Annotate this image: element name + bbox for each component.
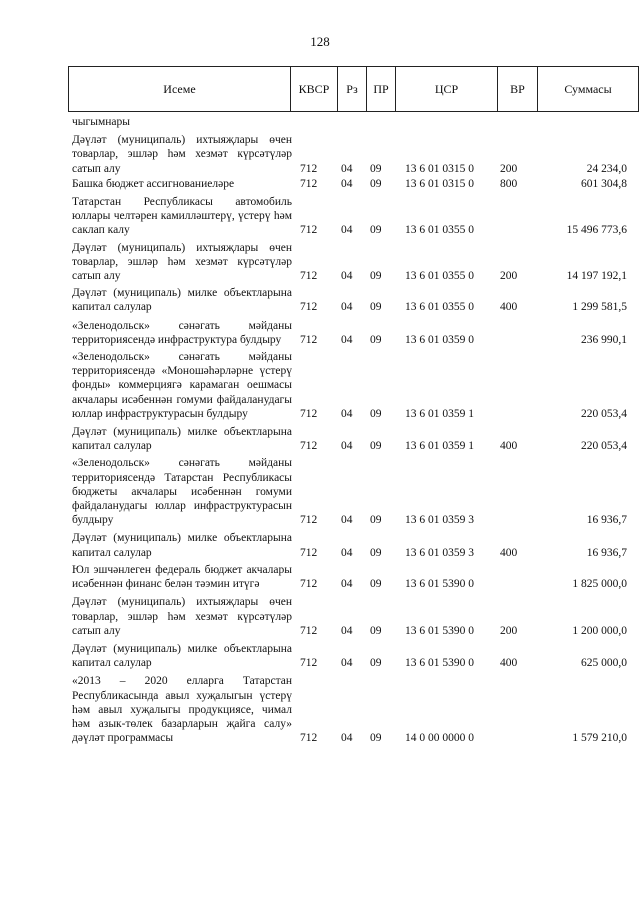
row-sum: 220 053,4 — [581, 440, 627, 453]
page-number: 128 — [310, 34, 330, 49]
row-name: Дәүләт (муниципаль) милке объектларына капитал салулар — [72, 426, 292, 453]
row-csr: 13 6 01 0355 0 — [405, 224, 474, 237]
row-name: «Зеленодольск» сәнәгать мәйданы территориясендә инфраструктура булдыру — [72, 319, 292, 346]
row-name: Дәүләт (муниципаль) милке объектларына капитал салулар — [72, 287, 292, 314]
row-name: Татарстан Республикасы автомобиль юллары челтәрен камилләштерү, үстерү һәм саклап калу — [72, 196, 292, 237]
row-kvsr: 712 — [300, 301, 318, 314]
row-rz: 04 — [341, 333, 353, 346]
row-pr: 09 — [370, 162, 382, 175]
row-name: «2013 – 2020 елларга Татарстан Республикасында авыл хуҗалыгын үстерү һәм авыл хуҗалыгы продукциясе, чимал һәм азык-төлек базарларын җайга салу» дәүләт программасы — [72, 675, 292, 745]
table-row — [68, 642, 638, 670]
row-kvsr: 712 — [300, 224, 318, 237]
header-sum: Суммасы — [538, 67, 639, 112]
row-csr: 13 6 01 0359 1 — [405, 407, 474, 420]
header-kvsr: КВСР — [291, 67, 338, 112]
row-kvsr: 712 — [300, 270, 318, 283]
row-csr: 13 6 01 0315 0 — [405, 162, 474, 175]
row-vr: 400 — [500, 546, 518, 559]
row-name: «Зеленодольск» сәнәгать мәйданы территориясендә Татарстан Республикасы бюджеты акчалары исәбеннән гомуми файдаланудагы юллар инфраструктурасын булдыру — [72, 457, 292, 527]
row-name: Дәүләт (муниципаль) ихтыяҗлары өчен товарлар, эшләр һәм хезмәт күрсәтүләр сатып алу — [72, 134, 292, 175]
row-rz: 04 — [341, 162, 353, 175]
row-sum: 16 936,7 — [586, 514, 627, 527]
row-kvsr: 712 — [300, 657, 318, 670]
row-csr: 13 6 01 0359 3 — [405, 514, 474, 527]
table-row — [68, 674, 638, 745]
row-rz: 04 — [341, 301, 353, 314]
row-pr: 09 — [370, 270, 382, 283]
row-rz: 04 — [341, 624, 353, 637]
row-vr: 400 — [500, 440, 518, 453]
row-kvsr: 712 — [300, 440, 318, 453]
table-row — [68, 595, 638, 638]
table-body — [68, 112, 638, 745]
table-header — [68, 66, 639, 112]
row-rz: 04 — [341, 407, 353, 420]
row-rz: 04 — [341, 440, 353, 453]
row-pr: 09 — [370, 301, 382, 314]
row-vr: 200 — [500, 270, 518, 283]
row-sum: 601 304,8 — [581, 177, 627, 190]
row-vr: 200 — [500, 624, 518, 637]
row-pr: 09 — [370, 407, 382, 420]
row-sum: 1 200 000,0 — [572, 624, 627, 637]
row-pr: 09 — [370, 224, 382, 237]
header-rz: Рз — [338, 67, 367, 112]
row-sum: 236 990,1 — [581, 333, 627, 346]
row-kvsr: 712 — [300, 162, 318, 175]
row-csr: 13 6 01 0355 0 — [405, 301, 474, 314]
row-kvsr: 712 — [300, 578, 318, 591]
table-row — [68, 425, 638, 453]
row-csr: 13 6 01 0315 0 — [405, 177, 474, 190]
row-sum: 24 234,0 — [586, 162, 627, 175]
row-kvsr: 712 — [300, 732, 318, 745]
row-sum: 1 579 210,0 — [572, 732, 627, 745]
row-rz: 04 — [341, 546, 353, 559]
row-pr: 09 — [370, 624, 382, 637]
row-rz: 04 — [341, 177, 353, 190]
row-sum: 15 496 773,6 — [566, 224, 627, 237]
table-row — [68, 286, 638, 314]
table-row — [68, 177, 638, 191]
table-row — [68, 319, 638, 347]
table-row — [68, 531, 638, 559]
header-csr: ЦСР — [396, 67, 498, 112]
row-pr: 09 — [370, 657, 382, 670]
header-pr: ПР — [367, 67, 396, 112]
row-csr: 13 6 01 5390 0 — [405, 657, 474, 670]
table-row — [68, 115, 638, 129]
row-pr: 09 — [370, 333, 382, 346]
row-vr: 400 — [500, 657, 518, 670]
row-rz: 04 — [341, 514, 353, 527]
row-pr: 09 — [370, 514, 382, 527]
row-csr: 13 6 01 5390 0 — [405, 578, 474, 591]
row-pr: 09 — [370, 177, 382, 190]
row-name: чыгымнары — [72, 116, 130, 128]
row-csr: 13 6 01 0359 0 — [405, 333, 474, 346]
row-rz: 04 — [341, 270, 353, 283]
row-sum: 625 000,0 — [581, 657, 627, 670]
row-name: Дәүләт (муниципаль) ихтыяҗлары өчен товарлар, эшләр һәм хезмәт күрсәтүләр сатып алу — [72, 596, 292, 637]
row-name: Дәүләт (муниципаль) милке объектларына капитал салулар — [72, 532, 292, 559]
row-vr: 400 — [500, 301, 518, 314]
row-csr: 13 6 01 0359 1 — [405, 440, 474, 453]
row-rz: 04 — [341, 732, 353, 745]
row-kvsr: 712 — [300, 624, 318, 637]
row-csr: 14 0 00 0000 0 — [405, 732, 474, 745]
row-rz: 04 — [341, 657, 353, 670]
row-pr: 09 — [370, 732, 382, 745]
row-vr: 200 — [500, 162, 518, 175]
header-name: Исеме — [69, 67, 291, 112]
row-name: Дәүләт (муниципаль) милке объектларына капитал салулар — [72, 642, 292, 670]
row-rz: 04 — [341, 578, 353, 591]
row-csr: 13 6 01 5390 0 — [405, 624, 474, 637]
row-name: Башка бюджет ассигнованиеләре — [72, 177, 235, 190]
table-row — [68, 350, 638, 421]
row-kvsr: 712 — [300, 546, 318, 559]
row-name: «Зеленодольск» сәнәгать мәйданы территориясендә «Моношәһәрләрне үстерү фонды» коммерциягә карамаган оешмасы акчалары исәбеннән гомуми файдаланудагы юллар инфраструктурасын булдыру — [72, 351, 292, 420]
row-kvsr: 712 — [300, 333, 318, 346]
table-row — [68, 241, 638, 284]
table-row — [68, 563, 638, 591]
table-row — [68, 456, 638, 527]
row-sum: 1 825 000,0 — [572, 578, 627, 591]
row-pr: 09 — [370, 546, 382, 559]
table-row — [68, 195, 638, 238]
row-sum: 1 299 581,5 — [572, 301, 627, 314]
row-name: Юл эшчәнлеген федераль бюджет акчалары исәбеннән финанс белән тәэмин итүгә — [72, 563, 292, 591]
row-pr: 09 — [370, 578, 382, 591]
row-sum: 14 197 192,1 — [566, 270, 627, 283]
row-sum: 16 936,7 — [586, 546, 627, 559]
row-csr: 13 6 01 0355 0 — [405, 270, 474, 283]
row-name: Дәүләт (муниципаль) ихтыяҗлары өчен товарлар, эшләр һәм хезмәт күрсәтүләр сатып алу — [72, 241, 292, 283]
row-rz: 04 — [341, 224, 353, 237]
table-row — [68, 133, 638, 176]
row-vr: 800 — [500, 177, 518, 190]
row-kvsr: 712 — [300, 407, 318, 420]
header-vr: ВР — [498, 67, 538, 112]
row-kvsr: 712 — [300, 514, 318, 527]
row-kvsr: 712 — [300, 177, 318, 190]
row-pr: 09 — [370, 440, 382, 453]
row-csr: 13 6 01 0359 3 — [405, 546, 474, 559]
row-sum: 220 053,4 — [581, 407, 627, 420]
